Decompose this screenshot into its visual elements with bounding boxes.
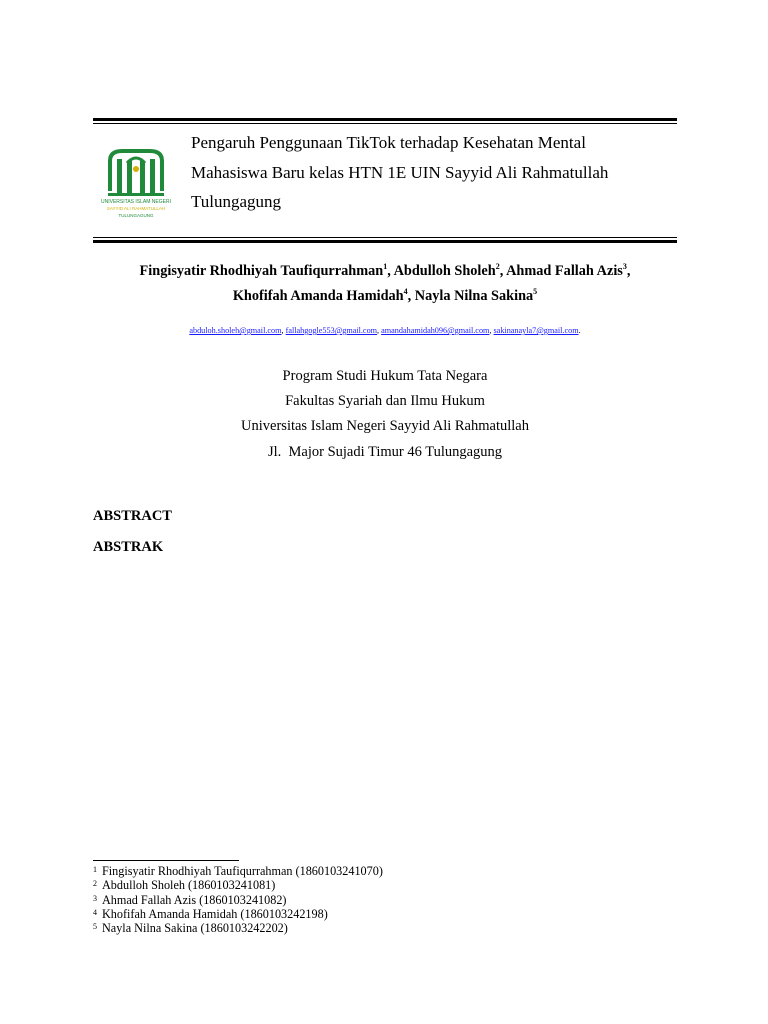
- affiliation-line: Fakultas Syariah dan Ilmu Hukum: [285, 393, 485, 410]
- header-rule-top-thin: [93, 123, 677, 124]
- author-mark: 1: [383, 262, 388, 272]
- title-line: Mahasiswa Baru kelas HTN 1E UIN Sayyid Ali Rahmatullah: [191, 162, 609, 182]
- footnote-item: 1 Fingisyatir Rhodhiyah Taufiqurrahman (1860103241070): [93, 864, 383, 878]
- author-mark: 4: [403, 287, 408, 297]
- author-mark: 3: [622, 262, 627, 272]
- email-link[interactable]: amandahamidah096@gmail.com: [381, 326, 490, 335]
- header-rule-bottom: [93, 240, 677, 243]
- header-rule-bottom-thin: [93, 237, 677, 238]
- email-list: abduloh.sholeh@gmail.com, fallahgogle553@gmail.com, amandahamidah096@gmail.com, sakinanayla7@gmail.com.: [189, 326, 581, 335]
- footnote-separator: [93, 860, 239, 861]
- footnote-item: 5 Nayla Nilna Sakina (1860103242202): [93, 921, 288, 936]
- author-list: Fingisyatir Rhodhiyah Taufiqurrahman$^1$, Abdulloh Sholeh$^2$, Ahmad Fallah Azis$^3$, Khofifah Amanda Hamidah$^4$, Nayla Nilna Sakina$^5$: [139, 262, 631, 304]
- author-name: Nayla Nilna Sakina: [414, 288, 534, 304]
- email-link[interactable]: fallahgogle553@gmail.com: [285, 326, 378, 335]
- author-mark: 5: [533, 287, 538, 297]
- footnote-item: 4 Khofifah Amanda Hamidah (1860103242198): [93, 906, 328, 921]
- author-name: Abdulloh Sholeh: [393, 263, 496, 279]
- footnote-item: 3 Ahmad Fallah Azis (1860103241082): [93, 892, 287, 907]
- abstract-heading: ABSTRACT: [93, 508, 172, 524]
- author-name: Fingisyatir Rhodhiyah Taufiqurrahman: [139, 263, 384, 279]
- email-link[interactable]: abduloh.sholeh@gmail.com: [189, 326, 282, 335]
- footnote-list: [93, 864, 593, 935]
- header-rule-top: [93, 118, 677, 121]
- logo-text-line-3: TULUNGAGUNG: [118, 213, 154, 218]
- email-link[interactable]: sakinanayla7@gmail.com: [493, 326, 579, 335]
- university-logo: [100, 147, 172, 223]
- abstrak-heading: ABSTRAK: [93, 539, 164, 555]
- author-name: Ahmad Fallah Azis: [506, 263, 623, 279]
- author-mark: 2: [495, 262, 500, 272]
- footnote-item: 2 Abdulloh Sholeh (1860103241081): [93, 878, 276, 893]
- affiliation-line: Jl. Major Sujadi Timur 46 Tulungagung: [267, 443, 503, 460]
- affiliation-line: Program Studi Hukum Tata Negara: [282, 368, 488, 384]
- logo-text-line-1: UNIVERSITAS ISLAM NEGERI: [101, 199, 171, 205]
- logo-text-line-2: SAYYID ALI RAHMATULLAH: [106, 206, 166, 211]
- paper-title: [191, 128, 661, 217]
- title-line: Pengaruh Penggunaan TikTok terhadap Kesehatan Mental: [191, 133, 586, 152]
- author-name: Khofifah Amanda Hamidah: [232, 288, 404, 304]
- title-line: Tulungagung: [191, 192, 282, 211]
- affiliation-line: Universitas Islam Negeri Sayyid Ali Rahmatullah: [241, 418, 529, 435]
- affiliation-block: [93, 364, 677, 465]
